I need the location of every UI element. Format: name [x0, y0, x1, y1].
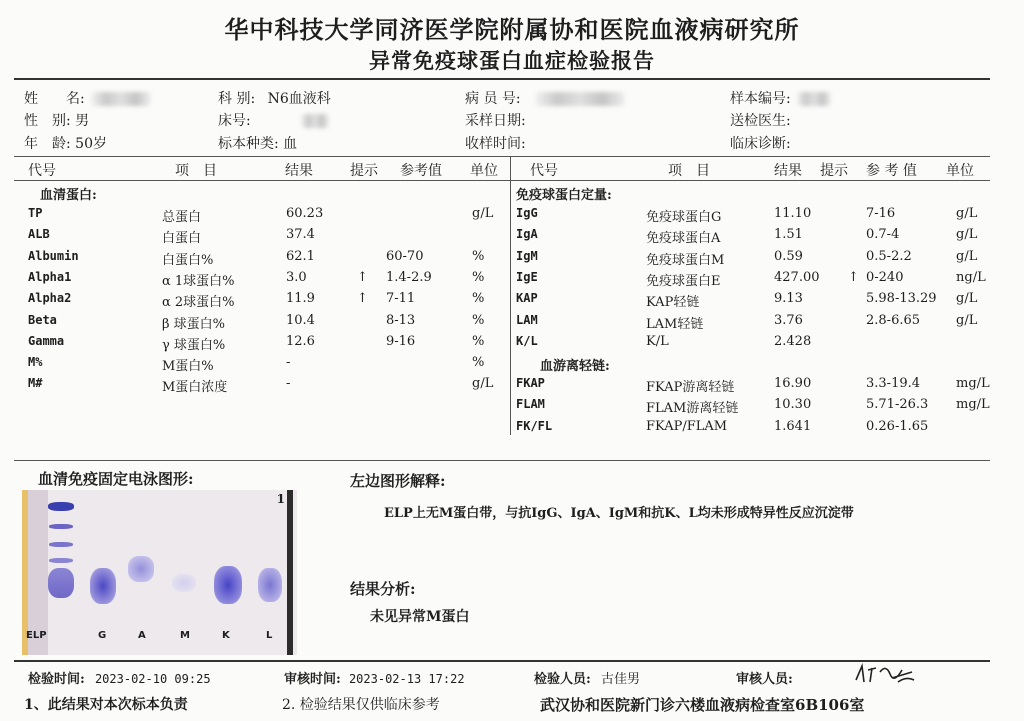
cell-result: - — [286, 376, 291, 392]
cell-code: IgM — [516, 248, 538, 263]
specimen-field — [218, 133, 297, 153]
case-label: 病 员 号: — [465, 91, 521, 107]
case-field — [465, 88, 625, 108]
cell-code: TP — [28, 206, 43, 220]
doctor-field — [730, 110, 791, 130]
cell-ref: 7-11 — [386, 291, 416, 307]
cell-flag: ↑ — [357, 269, 368, 285]
cell-item: 总蛋白 — [162, 210, 202, 225]
cell-item: α 1球蛋白% — [162, 273, 235, 289]
cell-ref: 8-13 — [386, 312, 416, 328]
electrophoresis-image — [22, 490, 297, 655]
cell-code: Albumin — [28, 248, 79, 263]
cell-ref: 7-16 — [866, 206, 896, 221]
col-code: 代号 — [28, 163, 56, 179]
name-field — [24, 88, 151, 108]
cell-code: M# — [28, 376, 43, 391]
cell-code: LAM — [516, 312, 538, 327]
analysis-text: 未见异常M蛋白 — [370, 609, 470, 625]
footer-note-2: 2. 检验结果仅供临床参考 — [282, 697, 440, 713]
reviewer-signature — [852, 662, 922, 686]
lane-label-k: K — [222, 630, 230, 641]
cell-unit: % — [472, 248, 485, 264]
col-flag: 提示 — [350, 163, 378, 179]
cell-code: FK/FL — [516, 418, 553, 433]
cell-unit: g/L — [472, 376, 494, 392]
section-free-light-chain: 血游离轻链: — [540, 359, 610, 374]
footer-divider — [14, 660, 990, 662]
cell-unit: mg/L — [956, 376, 990, 391]
cell-unit: g/L — [956, 312, 978, 328]
section-immunoglobulin: 免疫球蛋白定量: — [516, 188, 612, 203]
cell-ref: 5.71-26.3 — [866, 397, 929, 413]
redacted-bed — [301, 114, 329, 128]
bed-field — [218, 110, 329, 130]
cell-item: 免疫球蛋白A — [646, 231, 721, 247]
col-unit: 单位 — [470, 163, 498, 179]
sample-date-field — [465, 110, 526, 130]
age-label: 年 龄: — [24, 136, 71, 152]
cell-item: 白蛋白 — [162, 231, 202, 247]
receive-time-label: 收样时间: — [465, 136, 526, 152]
cell-result: 1.641 — [774, 418, 812, 434]
bed-label: 床号: — [218, 113, 251, 129]
dept-label: 科 别: — [218, 91, 256, 107]
cell-result: 12.6 — [286, 333, 315, 349]
col-unit: 单位 — [946, 163, 974, 179]
cell-ref: 9-16 — [386, 333, 416, 349]
cell-item: KAP轻链 — [646, 295, 700, 311]
section-serum-protein: 血清蛋白: — [40, 188, 97, 203]
cell-unit: % — [472, 269, 485, 285]
cell-code: Alpha2 — [28, 291, 72, 306]
analysis-title: 结果分析: — [350, 580, 416, 598]
age-value: 50岁 — [75, 136, 107, 152]
tester: 检验人员: 古佳男 — [534, 672, 640, 687]
cell-code: FLAM — [516, 397, 545, 412]
cell-unit: % — [472, 355, 485, 371]
cell-code: KAP — [516, 291, 538, 306]
report-subtitle: 异常免疫球蛋白血症检验报告 — [369, 48, 655, 73]
interpretation-title: 左边图形解释: — [350, 472, 446, 490]
specimen-label: 标本种类: — [218, 136, 279, 152]
diagnosis-field — [730, 133, 791, 153]
cell-result: 9.13 — [774, 291, 803, 307]
cell-ref: 60-70 — [386, 248, 424, 264]
cell-item: γ 球蛋白% — [162, 337, 226, 353]
cell-code: IgG — [516, 206, 538, 220]
cell-item: 免疫球蛋白E — [646, 273, 721, 289]
cell-result: 62.1 — [286, 248, 315, 264]
gel-section-divider — [14, 460, 990, 461]
cell-result: 10.4 — [286, 312, 315, 328]
col-item: 项 目 — [668, 163, 710, 179]
col-result: 结果 — [285, 163, 313, 179]
footer-location: 武汉协和医院新门诊六楼血液病检查室6B106室 — [540, 696, 865, 714]
gel-lane-number: 1 — [276, 492, 285, 506]
test-time: 检验时间: 2023-02-10 09:25 — [28, 672, 211, 687]
cell-code: Gamma — [28, 333, 65, 348]
gender-label: 性 别: — [24, 113, 71, 129]
cell-result: 11.9 — [286, 291, 315, 307]
cell-result: 11.10 — [774, 206, 812, 221]
cell-result: 3.0 — [286, 269, 307, 285]
sample-no-field — [730, 88, 831, 108]
cell-unit: % — [472, 333, 485, 349]
cell-item: α 2球蛋白% — [162, 295, 235, 311]
cell-result: - — [286, 355, 291, 371]
cell-result: 0.59 — [774, 248, 803, 264]
cell-item: 免疫球蛋白M — [646, 252, 725, 268]
gender-value: 男 — [75, 113, 90, 129]
doctor-label: 送检医生: — [730, 113, 791, 129]
cell-item: 免疫球蛋白G — [646, 210, 722, 225]
cell-ref: 3.3-19.4 — [866, 376, 921, 391]
redacted-name — [91, 92, 151, 106]
table-top-divider — [14, 156, 990, 157]
cell-unit: mg/L — [956, 397, 990, 413]
cell-flag: ↑ — [357, 291, 368, 307]
cell-ref: 0.26-1.65 — [866, 418, 929, 434]
col-ref: 参考值 — [400, 163, 442, 179]
cell-code: ALB — [28, 227, 50, 242]
cell-item: FKAP/FLAM — [646, 418, 728, 434]
gel-title: 血清免疫固定电泳图形: — [38, 470, 194, 488]
reviewer: 审核人员: — [736, 672, 793, 687]
cell-item: 白蛋白% — [162, 252, 214, 268]
cell-item: FLAM游离轻链 — [646, 401, 739, 417]
cell-result: 60.23 — [286, 206, 324, 221]
cell-flag: ↑ — [848, 269, 859, 285]
cell-code: IgA — [516, 227, 538, 242]
lane-label-g: G — [98, 630, 107, 641]
redacted-case — [535, 92, 625, 106]
cell-ref: 0-240 — [866, 269, 904, 285]
cell-code: Beta — [28, 312, 57, 327]
cell-ref: 5.98-13.29 — [866, 291, 937, 307]
name-label: 姓 名: — [24, 91, 85, 107]
lane-label-elp: ELP — [26, 630, 47, 641]
cell-unit: ng/L — [956, 269, 986, 285]
cell-code: Alpha1 — [28, 269, 72, 284]
gender-field — [24, 110, 89, 130]
dept-value: N6血液科 — [267, 91, 331, 107]
cell-result: 1.51 — [774, 227, 803, 243]
diagnosis-label: 临床诊断: — [730, 136, 791, 152]
cell-item: β 球蛋白% — [162, 316, 226, 332]
cell-code: K/L — [516, 333, 538, 348]
footer-note-1: 1、此结果对本次标本负责 — [24, 697, 188, 713]
sample-date-label: 采样日期: — [465, 113, 526, 129]
cell-result: 37.4 — [286, 227, 315, 243]
cell-unit: g/L — [956, 227, 978, 243]
dept-field — [218, 88, 331, 108]
cell-unit: g/L — [472, 206, 494, 221]
col-item: 项 目 — [175, 163, 217, 179]
col-result: 结果 — [774, 163, 802, 179]
specimen-value: 血 — [283, 136, 298, 152]
cell-item: M蛋白% — [162, 359, 214, 375]
header-divider — [14, 78, 990, 80]
cell-unit: g/L — [956, 206, 978, 221]
cell-result: 427.00 — [774, 269, 820, 285]
sample-no-label: 样本编号: — [730, 91, 791, 107]
col-ref: 参 考 值 — [866, 163, 917, 179]
cell-result: 3.76 — [774, 312, 803, 328]
cell-ref: 0.5-2.2 — [866, 248, 912, 264]
cell-result: 10.30 — [774, 397, 812, 413]
receive-time-field — [465, 133, 526, 153]
cell-item: FKAP游离轻链 — [646, 380, 735, 395]
review-time: 审核时间: 2023-02-13 17:22 — [284, 672, 465, 687]
cell-code: IgE — [516, 269, 538, 284]
report-title: 华中科技大学同济医学院附属协和医院血液病研究所 — [224, 15, 800, 44]
cell-code: M% — [28, 355, 43, 370]
col-code: 代号 — [530, 163, 558, 179]
cell-unit: g/L — [956, 248, 978, 264]
cell-ref: 1.4-2.9 — [386, 269, 432, 285]
cell-ref: 0.7-4 — [866, 227, 900, 243]
lane-label-l: L — [266, 630, 273, 641]
col-flag: 提示 — [820, 163, 848, 179]
header-row-divider — [14, 180, 990, 181]
cell-code: FKAP — [516, 376, 545, 390]
cell-unit: g/L — [956, 291, 978, 307]
cell-item: M蛋白浓度 — [162, 380, 228, 396]
cell-ref: 2.8-6.65 — [866, 312, 921, 328]
cell-unit: % — [472, 312, 485, 328]
column-divider — [510, 157, 511, 435]
cell-item: LAM轻链 — [646, 316, 704, 332]
cell-result: 16.90 — [774, 376, 812, 391]
age-field — [24, 133, 107, 153]
lane-label-m: M — [180, 630, 190, 641]
cell-result: 2.428 — [774, 333, 812, 349]
redacted-sample-no — [797, 92, 831, 106]
cell-item: K/L — [646, 333, 669, 349]
interpretation-text: ELP上无M蛋白带，与抗IgG、IgA、IgM和抗K、L均未形成特异性反应沉淀带 — [384, 506, 854, 521]
cell-unit: % — [472, 291, 485, 307]
lane-label-a: A — [138, 630, 146, 641]
